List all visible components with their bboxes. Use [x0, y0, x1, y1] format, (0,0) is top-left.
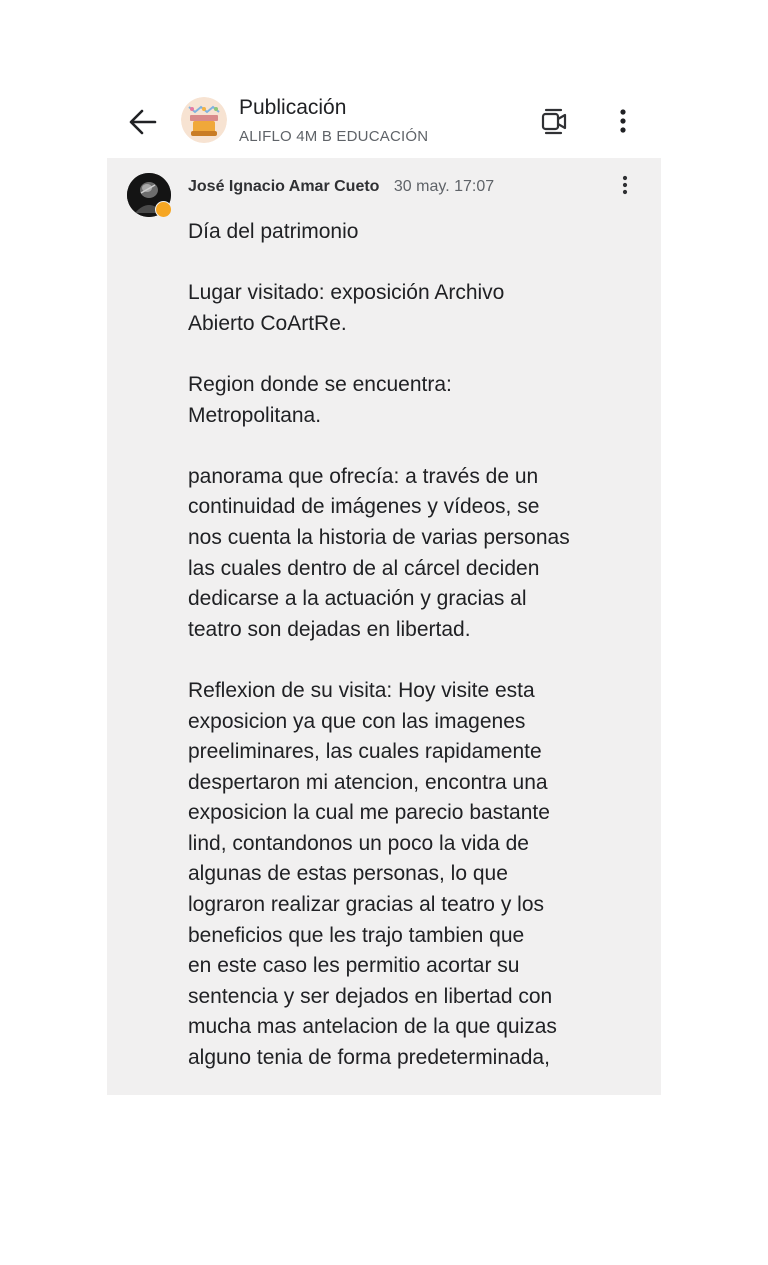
- post-line: las cuales dentro de al cárcel deciden: [188, 556, 540, 580]
- more-vert-icon: [615, 174, 635, 198]
- back-button[interactable]: [125, 104, 161, 140]
- post-paragraph: [188, 370, 648, 431]
- post-line: panorama que ofrecía: a través de un: [188, 464, 539, 488]
- post-line: lind, contandonos un poco la vida de: [188, 831, 529, 855]
- post-line: algunas de estas personas, lo que: [188, 862, 508, 886]
- post-line: dedicarse a la actuación y gracias al: [188, 587, 527, 611]
- post-card: [107, 158, 661, 1095]
- post-line: despertaron mi atencion, encontra una: [188, 770, 548, 794]
- post-line: Día del patrimonio: [188, 220, 359, 243]
- class-banner-icon: [181, 97, 227, 143]
- post-line: en este caso les permitio acortar su: [188, 954, 520, 978]
- post-line: beneficios que les trajo tambien que: [188, 923, 525, 947]
- class-name: ALIFLO 4M B EDUCACIÓN: [239, 128, 429, 145]
- post-line: preeliminares, las cuales rapidamente: [188, 740, 542, 764]
- post-line: exposicion la cual me parecio bastante: [188, 801, 550, 825]
- post-line: mucha mas antelacion de la que quizas: [188, 1015, 557, 1039]
- post-paragraph: [188, 278, 648, 339]
- post-line: Reflexion de su visita: Hoy visite esta: [188, 678, 535, 702]
- post-line: continuidad de imágenes y vídeos, se: [188, 495, 540, 519]
- post-options-button[interactable]: [615, 174, 635, 198]
- post-line: sentencia y ser dejados en libertad con: [188, 984, 553, 1008]
- post-line: Abierto CoArtRe.: [188, 311, 347, 335]
- post-line: lograron realizar gracias al teatro y los: [188, 893, 544, 917]
- post-line: Metropolitana.: [188, 403, 322, 427]
- post-paragraph: [188, 217, 648, 248]
- post-body: [188, 217, 648, 1095]
- video-call-icon: [539, 104, 569, 138]
- owner-badge-icon: [155, 201, 172, 218]
- top-app-bar: [107, 84, 661, 158]
- more-options-button[interactable]: [611, 104, 635, 138]
- class-avatar: [181, 97, 227, 143]
- author-name[interactable]: José Ignacio Amar Cueto: [188, 178, 380, 195]
- post-header: [188, 178, 494, 196]
- post-screen: [107, 84, 661, 1095]
- post-paragraph: [188, 462, 648, 646]
- post-line: Lugar visitado: exposición Archivo: [188, 281, 505, 305]
- arrow-back-icon: [125, 104, 161, 140]
- post-line: alguno tenia de forma predeterminada,: [188, 1046, 550, 1070]
- page-title: Publicación: [239, 96, 347, 119]
- post-timestamp: 30 may. 17:07: [393, 178, 495, 195]
- video-call-button[interactable]: [539, 104, 569, 138]
- post-line: Region donde se encuentra:: [188, 372, 452, 396]
- post-line: exposicion ya que con las imagenes: [188, 709, 526, 733]
- post-line: nos cuenta la historia de varias personas: [188, 525, 570, 549]
- more-vert-icon: [611, 104, 635, 138]
- post-paragraph: [188, 676, 648, 1074]
- post-line: teatro son dejadas en libertad.: [188, 617, 471, 641]
